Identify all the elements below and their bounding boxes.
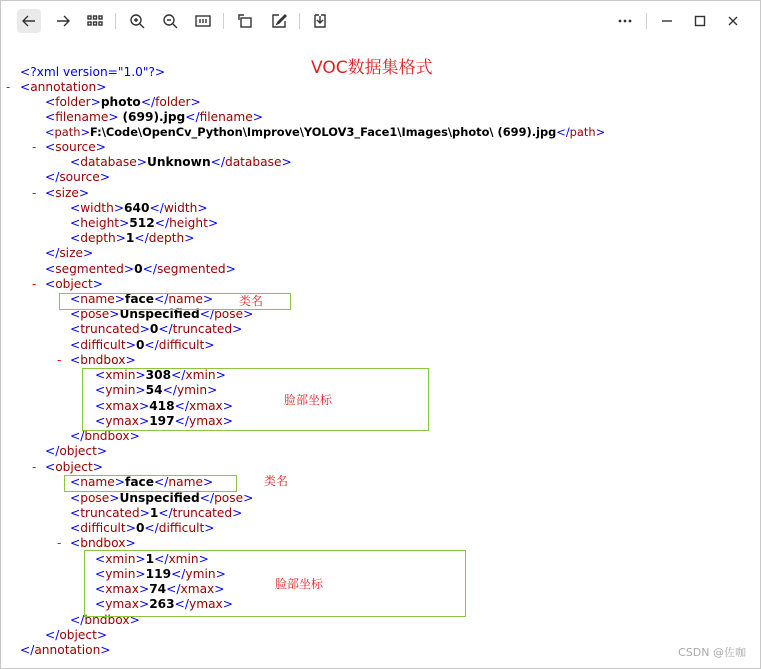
bbox-highlight-box	[82, 368, 429, 431]
pose-element: <pose>Unspecified</pose>	[70, 307, 254, 321]
maximize-icon	[692, 13, 708, 29]
tag-name: bndbox	[84, 429, 130, 443]
collapse-toggle[interactable]: -	[32, 460, 37, 474]
segmented-value: 0	[134, 262, 143, 276]
depth-value: 1	[125, 231, 135, 245]
xmin-value: 308	[145, 368, 172, 382]
class-name-note: 类名	[239, 294, 264, 308]
toolbar	[1, 1, 760, 41]
tag-name: truncated	[172, 322, 233, 336]
collapse-toggle[interactable]: -	[32, 277, 37, 291]
tag-name: xmin	[168, 552, 199, 566]
difficult-element: <difficult>0</difficult>	[70, 338, 215, 352]
tag-name: pose	[80, 491, 110, 505]
width-element: <width>640</width>	[70, 201, 208, 215]
name-element: <name>face</name>	[70, 475, 214, 489]
ymax-element: <ymax>263</ymax>	[95, 597, 233, 611]
tag-name: width	[163, 201, 198, 215]
source-close-tag: </source>	[45, 170, 111, 184]
tag-name: filename	[55, 110, 109, 124]
annotation-open-tag: <annotation>	[20, 80, 107, 94]
tag-name: annotation	[34, 643, 101, 657]
more-options-button[interactable]	[613, 9, 637, 33]
close-button[interactable]	[721, 9, 745, 33]
tag-name: name	[80, 475, 115, 489]
ymax-element: <ymax>197</ymax>	[95, 414, 233, 428]
tag-name: height	[80, 216, 120, 230]
tag-name: ymin	[176, 383, 208, 397]
difficult-value: 0	[135, 338, 145, 352]
folder-element: <folder>photo</folder>	[45, 95, 201, 109]
tag-name: size	[59, 246, 83, 260]
toolbar-divider	[223, 13, 224, 29]
ymin-element: <ymin>119</ymin>	[95, 567, 226, 581]
tag-name: depth	[148, 231, 185, 245]
back-button[interactable]	[17, 9, 41, 33]
tag-name: difficult	[158, 338, 205, 352]
bndbox-close-tag: </bndbox>	[70, 429, 140, 443]
truncated-value: 1	[149, 506, 159, 520]
tag-name: bndbox	[80, 353, 126, 367]
tag-name: difficult	[80, 521, 126, 535]
object-close-tag: </object>	[45, 444, 108, 458]
zoom-out-button[interactable]	[158, 9, 182, 33]
collapse-toggle[interactable]: -	[57, 353, 62, 367]
save-button[interactable]	[308, 9, 332, 33]
zoom-out-icon	[162, 13, 178, 29]
bndbox-open-tag: <bndbox>	[70, 353, 136, 367]
rotate-button[interactable]	[233, 9, 257, 33]
forward-button[interactable]	[51, 9, 75, 33]
tag-name: ymin	[105, 383, 136, 397]
tag-name: bndbox	[84, 613, 130, 627]
tag-name: xmax	[180, 582, 215, 596]
bbox-note: 脸部坐标	[275, 577, 324, 591]
tag-name: name	[80, 292, 115, 306]
grid-view-button[interactable]	[83, 9, 107, 33]
difficult-value: 0	[135, 521, 145, 535]
object-open-tag: <object>	[45, 277, 103, 291]
tag-name: xmax	[105, 399, 139, 413]
class-name-note: 类名	[264, 474, 289, 488]
toolbar-divider	[115, 13, 116, 29]
bndbox-open-tag: <bndbox>	[70, 536, 136, 550]
tag-name: object	[55, 277, 93, 291]
tag-name: xmin	[105, 368, 136, 382]
tag-name: pose	[214, 491, 244, 505]
filename-element: <filename> (699).jpg</filename>	[45, 110, 263, 124]
minimize-icon	[659, 13, 675, 29]
xmin-element: <xmin>1</xmin>	[95, 552, 209, 566]
ymax-value: 263	[149, 597, 175, 611]
edit-button[interactable]	[267, 9, 291, 33]
tag-name: xmax	[105, 582, 139, 596]
annotation-title: VOC数据集格式	[311, 58, 433, 78]
tag-name: source	[55, 140, 96, 154]
rotate-icon	[237, 13, 253, 29]
truncated-value: 0	[149, 322, 159, 336]
tag-name: size	[55, 186, 79, 200]
filename-value: (699).jpg	[122, 110, 186, 124]
xmax-value: 418	[149, 399, 175, 413]
tag-name: ymin	[105, 567, 136, 581]
path-value: F:\Code\OpenCv_Python\Improve\YOLOV3_Face1\Images\photo\ (699).jpg	[90, 125, 557, 139]
tag-name: pose	[214, 307, 244, 321]
close-icon	[725, 13, 741, 29]
pose-value: Unspecified	[119, 491, 200, 505]
object-close-tag: </object>	[45, 628, 108, 642]
tag-name: segmented	[55, 262, 124, 276]
tag-name: object	[59, 444, 97, 458]
collapse-toggle[interactable]: -	[32, 186, 37, 200]
tag-name: width	[80, 201, 114, 215]
path-element: <path>F:\Code\OpenCv_Python\Improve\YOLOV3_Face1\Images\photo\ (699).jpg</path>	[45, 125, 606, 139]
watermark: CSDN @佐咖	[678, 646, 746, 659]
database-value: Unknown	[146, 155, 211, 169]
name-element: <name>face</name>	[70, 292, 214, 306]
tag-name: truncated	[80, 322, 140, 336]
ymin-value: 54	[145, 383, 163, 397]
tag-name: difficult	[80, 338, 126, 352]
bbox-note: 脸部坐标	[284, 393, 333, 407]
collapse-toggle[interactable]: -	[6, 80, 11, 94]
tag-name: name	[168, 292, 203, 306]
size-close-tag: </size>	[45, 246, 94, 260]
tag-name: database	[224, 155, 282, 169]
maximize-button[interactable]	[688, 9, 712, 33]
zoom-in-button[interactable]	[125, 9, 149, 33]
tag-name: name	[168, 475, 203, 489]
fit-page-button[interactable]	[191, 9, 215, 33]
database-element: <database>Unknown</database>	[70, 155, 292, 169]
tag-name: truncated	[172, 506, 233, 520]
tag-name: pose	[80, 307, 110, 321]
ymax-value: 197	[149, 414, 175, 428]
pose-value: Unspecified	[119, 307, 200, 321]
width-value: 640	[124, 201, 150, 215]
difficult-element: <difficult>0</difficult>	[70, 521, 215, 535]
tag-name: difficult	[158, 521, 205, 535]
height-element: <height>512</height>	[70, 216, 219, 230]
xml-declaration: <?xml version="1.0"?>	[20, 65, 166, 79]
tag-name: ymax	[188, 597, 223, 611]
ymin-value: 119	[145, 567, 172, 581]
truncated-element: <truncated>1</truncated>	[70, 506, 243, 520]
annotation-close-tag: </annotation>	[20, 643, 111, 657]
size-open-tag: <size>	[45, 186, 90, 200]
folder-value: photo	[100, 95, 141, 109]
tag-name: xmax	[188, 399, 223, 413]
tag-name: folder	[55, 95, 91, 109]
tag-name: object	[59, 628, 97, 642]
back-arrow-icon	[21, 13, 37, 29]
tag-name: height	[169, 216, 208, 230]
class-name-highlight-box	[64, 475, 237, 492]
tag-name: ymax	[188, 414, 223, 428]
name-value: face	[125, 475, 155, 489]
zoom-in-icon	[129, 13, 145, 29]
truncated-element: <truncated>0</truncated>	[70, 322, 243, 336]
ymin-element: <ymin>54</ymin>	[95, 383, 218, 397]
edit-icon	[271, 13, 287, 29]
more-icon	[617, 13, 633, 29]
tag-name: xmin	[105, 552, 136, 566]
tag-name: xmin	[185, 368, 216, 382]
tag-name: ymax	[105, 597, 139, 611]
tag-name: bndbox	[80, 536, 126, 550]
xmin-element: <xmin>308</xmin>	[95, 368, 226, 382]
tag-name: truncated	[80, 506, 140, 520]
fit-page-icon	[195, 13, 211, 29]
tag-name: source	[59, 170, 100, 184]
height-value: 512	[129, 216, 155, 230]
object-open-tag: <object>	[45, 460, 103, 474]
source-open-tag: <source>	[45, 140, 106, 154]
xmin-value: 1	[145, 552, 155, 566]
tag-name: annotation	[30, 80, 97, 94]
tag-name: ymax	[105, 414, 139, 428]
collapse-toggle[interactable]: -	[32, 140, 37, 154]
collapse-toggle[interactable]: -	[57, 536, 62, 550]
xmax-element: <xmax>74</xmax>	[95, 582, 225, 596]
bndbox-close-tag: </bndbox>	[70, 613, 140, 627]
xmax-element: <xmax>418</xmax>	[95, 399, 233, 413]
minimize-button[interactable]	[655, 9, 679, 33]
toolbar-divider	[646, 13, 647, 29]
tag-name: path	[569, 125, 596, 139]
tag-name: ymin	[185, 567, 216, 581]
depth-element: <depth>1</depth>	[70, 231, 195, 245]
forward-arrow-icon	[55, 13, 71, 29]
tag-name: depth	[80, 231, 116, 245]
grid-view-icon	[87, 13, 103, 29]
tag-name: database	[80, 155, 137, 169]
xmax-value: 74	[149, 582, 167, 596]
tag-name: filename	[199, 110, 253, 124]
pose-element: <pose>Unspecified</pose>	[70, 491, 254, 505]
toolbar-divider	[299, 13, 300, 29]
segmented-element: <segmented>0</segmented>	[45, 262, 236, 276]
tag-name: folder	[155, 95, 191, 109]
tag-name: object	[55, 460, 93, 474]
tag-name: segmented	[156, 262, 226, 276]
name-value: face	[125, 292, 155, 306]
save-icon	[312, 13, 328, 29]
tag-name: path	[54, 125, 81, 139]
